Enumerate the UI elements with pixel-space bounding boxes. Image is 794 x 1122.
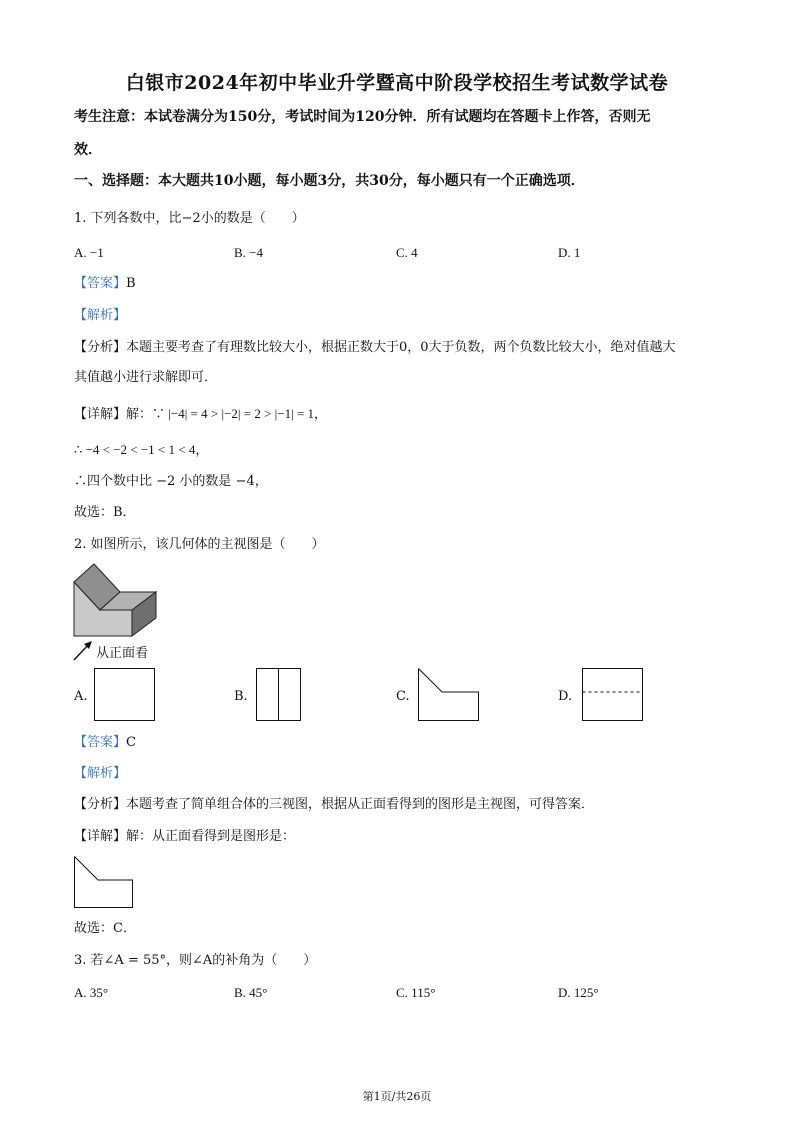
fenxi-tag: 【分析】: [74, 797, 127, 812]
q2-option-b-figure: [256, 668, 302, 723]
q1-option-d: D. 1: [558, 245, 581, 260]
q1-stem: 1. 下列各数中，比−2小的数是（ ）: [74, 211, 305, 226]
q3-option-a: A. 35°: [74, 985, 109, 1000]
q2-solution-figure: [74, 856, 136, 911]
detail-tag: 【详解】: [74, 829, 127, 844]
q2-solid-figure: [70, 562, 166, 642]
view-direction-label: 从正面看: [96, 646, 149, 661]
q2-option-b-label: B.: [234, 689, 248, 704]
q3-option-d: D. 125°: [558, 985, 599, 1000]
detail-text: 解：从正面看得到是图形是：: [126, 829, 296, 844]
answer-tag: 【答案】: [74, 276, 127, 291]
answer-tag: 【答案】: [74, 735, 127, 750]
q2-fenxi: [74, 796, 594, 814]
section-heading: 一、选择题：本大题共10小题，每小题3分，共30分，每小题只有一个正确选项．: [74, 173, 585, 189]
q2-conclusion: 故选：C．: [74, 921, 136, 936]
q1-answer: [74, 275, 136, 293]
fenxi-tag: 【分析】: [74, 340, 127, 355]
q2-option-c-figure: [418, 668, 480, 723]
q2-answer: [74, 734, 136, 752]
fenxi-text: 本题主要考查了有理数比较大小，根据正数大于0，0大于负数，两个负数比较大小，绝对值越大: [126, 340, 676, 355]
q1-detail-2: ∴ −4 < −2 < −1 < 1 < 4，: [74, 442, 209, 457]
detail-text: 解：∵ |−4| = 4 > |−2| = 2 > |−1| = 1，: [126, 406, 328, 421]
q2-option-a-label: A.: [74, 689, 88, 704]
q2-option-c-label: C.: [396, 689, 410, 704]
q1-detail-3: ∴四个数中比 −2 小的数是 −4，: [74, 474, 268, 489]
q2-option-a-figure: [94, 668, 156, 723]
q2-stem: 2. 如图所示，该几何体的主视图是（ ）: [74, 537, 325, 552]
q3-option-c: C. 115°: [396, 985, 436, 1000]
q1-option-c: C. 4: [396, 245, 418, 260]
q3-option-b: B. 45°: [234, 985, 268, 1000]
notice-line-1: 考生注意：本试卷满分为150分，考试时间为120分钟．所有试题均在答题卡上作答，否则无: [74, 109, 651, 125]
q1-detail-1: [74, 405, 327, 424]
detail-tag: 【详解】: [74, 407, 127, 422]
answer-value: B: [126, 276, 136, 291]
q1-fenxi-1: [74, 339, 676, 357]
q2-detail: [74, 828, 295, 846]
q1-fenxi-2: 其值越小进行求解即可．: [74, 370, 218, 385]
q2-option-d-label: D.: [558, 689, 573, 704]
view-arrow-icon: [72, 638, 96, 662]
q2-analysis-tag: 【解析】: [74, 766, 127, 781]
q1-option-a: A. −1: [74, 245, 104, 260]
page-title: 白银市2024年初中毕业升学暨高中阶段学校招生考试数学试卷: [125, 72, 669, 94]
q1-analysis-tag: 【解析】: [74, 308, 127, 323]
q2-option-d-figure: [582, 668, 644, 723]
q3-stem: 3. 若∠A = 55°，则∠A的补角为（ ）: [74, 953, 317, 968]
q1-option-b: B. −4: [234, 245, 264, 260]
page-footer: 第1页/共26页: [362, 1090, 432, 1103]
fenxi-text: 本题考查了简单组合体的三视图，根据从正面看得到的图形是主视图，可得答案．: [126, 797, 595, 812]
answer-value: C: [126, 735, 136, 750]
q1-conclusion: 故选：B．: [74, 505, 136, 520]
notice-line-2: 效．: [74, 142, 102, 158]
